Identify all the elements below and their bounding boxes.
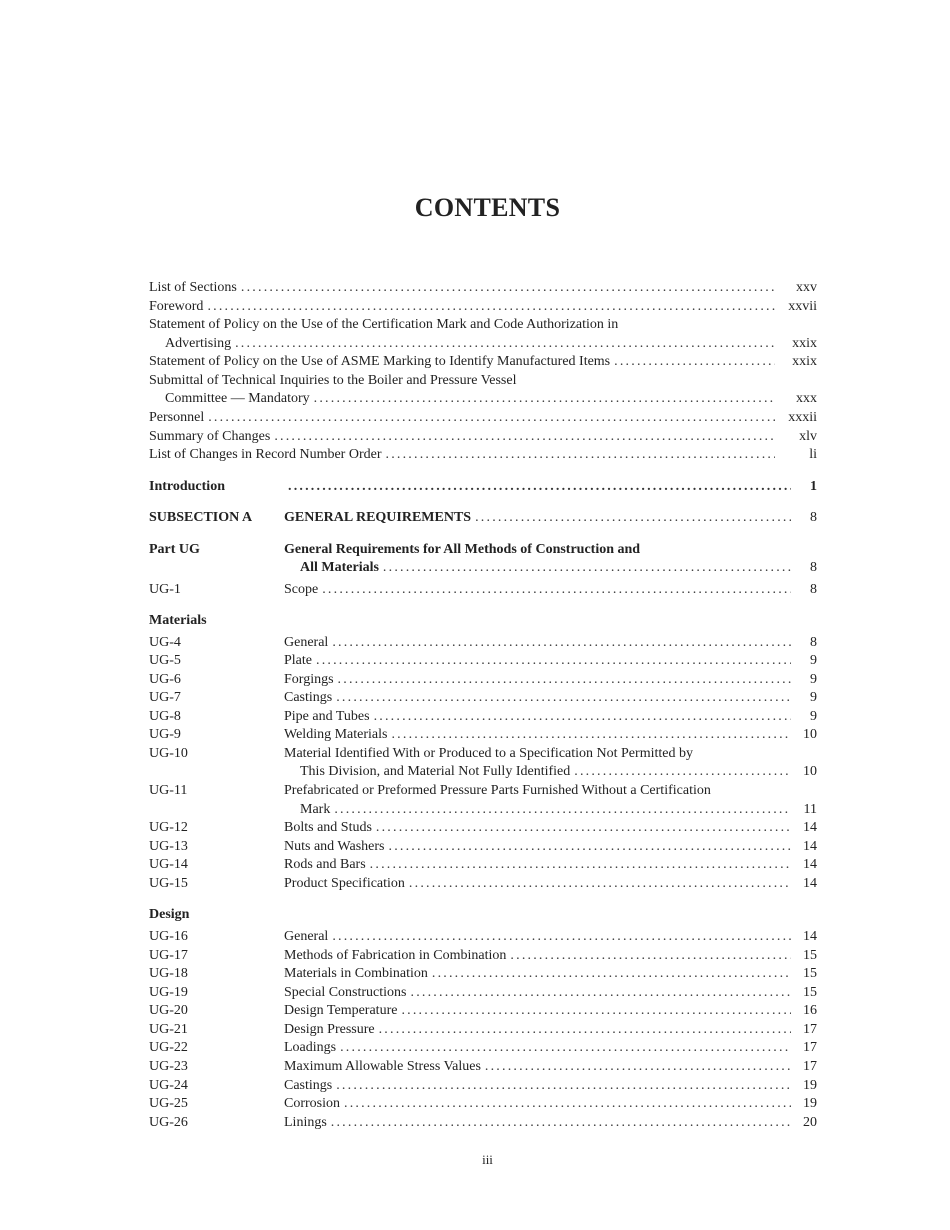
toc-entry-ug-18[interactable]: UG-18 Materials in Combination ..... 15 (149, 965, 817, 983)
toc-entry-ug-13[interactable]: UG-13 Nuts and Washers ..... 14 (149, 838, 817, 856)
toc-entry-ug-21[interactable]: UG-21 Design Pressure ..... 17 (149, 1021, 817, 1039)
toc-entry-list-of-sections[interactable]: List of Sections ..... xxv (149, 279, 817, 297)
toc-entry-policy-certification-mark[interactable]: Statement of Policy on the Use of the Certification Mark and Code Authorization in (149, 317, 619, 332)
toc-entry-ug-6[interactable]: UG-6 Forgings ..... 9 (149, 671, 817, 689)
toc-entry-introduction[interactable]: Introduction ..... 1 (149, 478, 817, 496)
toc-entry-ug-26[interactable]: UG-26 Linings ..... 20 (149, 1114, 817, 1132)
page-number: iii (482, 1152, 493, 1167)
toc-entry-list-of-changes[interactable]: List of Changes in Record Number Order ..... li (149, 446, 817, 464)
toc-entry-foreword[interactable]: Foreword ..... xxvii (149, 298, 817, 316)
toc-entry-ug-1[interactable]: UG-1 Scope ..... 8 (149, 581, 817, 599)
toc-entry-technical-inquiries[interactable]: Submittal of Technical Inquiries to the Boiler and Pressure Vessel (149, 373, 517, 388)
toc-entry-ug-10[interactable]: UG-10 Material Identified With or Produced to a Specification Not Permitted by (149, 746, 693, 761)
toc-entry-ug-9[interactable]: UG-9 Welding Materials ..... 10 (149, 726, 817, 744)
page-title: CONTENTS (414, 193, 561, 222)
toc-entry-part-ug-cont[interactable]: All Materials ..... 8 (149, 559, 817, 577)
toc-entry-ug-22[interactable]: UG-22 Loadings ..... 17 (149, 1039, 817, 1057)
toc-entry-ug-10-cont[interactable]: This Division, and Material Not Fully Identified ..... 10 (149, 763, 817, 781)
toc-entry-ug-5[interactable]: UG-5 Plate ..... 9 (149, 652, 817, 670)
toc-entry-ug-11-cont[interactable]: Mark ..... 11 (149, 801, 817, 819)
toc-entry-ug-7[interactable]: UG-7 Castings ..... 9 (149, 689, 817, 707)
toc-entry-ug-19[interactable]: UG-19 Special Constructions ..... 15 (149, 984, 817, 1002)
toc-entry-ug-16[interactable]: UG-16 General ..... 14 (149, 928, 817, 946)
toc-entry-technical-inquiries-cont[interactable]: Committee — Mandatory ..... xxx (149, 390, 817, 408)
toc-entry-ug-17[interactable]: UG-17 Methods of Fabrication in Combination ..... 15 (149, 947, 817, 965)
toc-entry-ug-11[interactable]: UG-11 Prefabricated or Preformed Pressure Parts Furnished Without a Certification (149, 783, 711, 798)
toc-entry-ug-24[interactable]: UG-24 Castings ..... 19 (149, 1077, 817, 1095)
toc-entry-personnel[interactable]: Personnel ..... xxxii (149, 409, 817, 427)
toc-entry-ug-20[interactable]: UG-20 Design Temperature ..... 16 (149, 1002, 817, 1020)
section-heading-materials: Materials (149, 613, 207, 628)
section-heading-design: Design (149, 907, 190, 922)
toc-entry-ug-4[interactable]: UG-4 General ..... 8 (149, 634, 817, 652)
toc-entry-ug-12[interactable]: UG-12 Bolts and Studs ..... 14 (149, 819, 817, 837)
toc-entry-summary-of-changes[interactable]: Summary of Changes ..... xlv (149, 428, 817, 446)
toc-entry-subsection-a[interactable]: SUBSECTION A GENERAL REQUIREMENTS ..... 8 (149, 509, 817, 527)
toc-entry-part-ug[interactable]: Part UG General Requirements for All Methods of Construction and (149, 542, 641, 557)
toc-entry-ug-14[interactable]: UG-14 Rods and Bars ..... 14 (149, 856, 817, 874)
toc-entry-ug-25[interactable]: UG-25 Corrosion ..... 19 (149, 1095, 817, 1113)
toc-entry-policy-certification-mark-cont[interactable]: Advertising ..... xxix (149, 335, 817, 353)
toc-entry-ug-15[interactable]: UG-15 Product Specification ..... 14 (149, 875, 817, 893)
toc-entry-policy-asme-marking[interactable]: Statement of Policy on the Use of ASME Marking to Identify Manufactured Items ..... xxix (149, 353, 817, 371)
toc-entry-ug-23[interactable]: UG-23 Maximum Allowable Stress Values ..... 17 (149, 1058, 817, 1076)
toc-entry-ug-8[interactable]: UG-8 Pipe and Tubes ..... 9 (149, 708, 817, 726)
